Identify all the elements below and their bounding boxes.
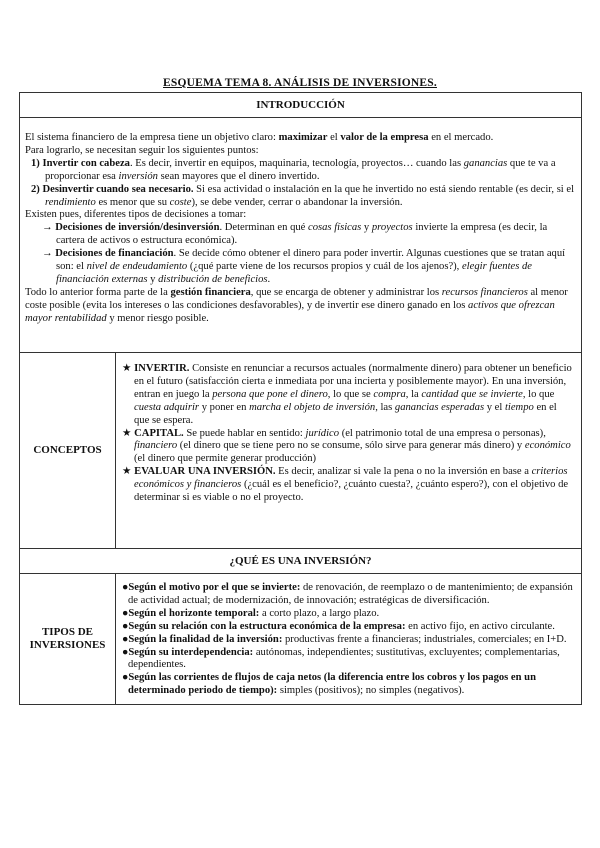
document-title: ESQUEMA TEMA 8. ANÁLISIS DE INVERSIONES. xyxy=(163,77,437,89)
text-run: el xyxy=(327,132,341,143)
text-run: invierte la empresa (es decir, la cartera de activos o estructura económica). xyxy=(56,222,548,247)
paragraph xyxy=(29,222,575,248)
text-run: marcha el objeto de inversión xyxy=(249,401,376,413)
text-run: (el patrimonio total de una empresa o personas), xyxy=(339,427,546,439)
text-run: ), se debe vender, cerrar o abandonar la inversión. xyxy=(191,196,403,208)
text-run: , lo que se xyxy=(327,388,374,400)
text-run: ● xyxy=(122,620,129,632)
text-run: gestión financiera xyxy=(170,286,251,298)
text-run: . Determinan en qué xyxy=(219,222,309,234)
text-run: coste xyxy=(169,196,192,208)
text-run: autónomas, independientes; sustitutivas, excluyentes; complementarias, dependientes. xyxy=(128,646,560,671)
text-run: cantidad que se invierte xyxy=(421,388,523,400)
text-run: ● xyxy=(122,607,129,619)
text-run: simples (positivos); no simples (negativos). xyxy=(277,685,465,697)
text-run: que te va a proporcionar esa xyxy=(45,157,556,182)
text-run: , lo que xyxy=(522,388,555,400)
text-run: INVERTIR. xyxy=(134,363,190,374)
text-run: Decisiones de financiación xyxy=(55,248,174,260)
tipos-label: TIPOS DE INVERSIONES xyxy=(20,574,116,705)
que-es-header: ¿QUÉ ES UNA INVERSIÓN? xyxy=(20,549,582,574)
paragraph xyxy=(122,582,573,608)
paragraph xyxy=(25,287,575,326)
text-run: en el que se espera. xyxy=(134,401,557,426)
text-run: 2) Desinvertir cuando sea necesario. xyxy=(31,183,194,195)
text-run: y xyxy=(361,222,372,234)
paragraph xyxy=(122,466,573,505)
text-run: rendimiento xyxy=(45,196,96,208)
text-run: ★ xyxy=(122,427,135,439)
text-run: → xyxy=(42,222,56,234)
text-run: → xyxy=(42,248,56,260)
paragraph xyxy=(25,132,575,145)
text-run: Consiste en renunciar a recursos actuales (normalmente dinero) para obtener un beneficio en el futuro (satisfacción cierta e inmediata por una incierta y posiblemente mayor). En una inversión, entran en juego la xyxy=(134,363,572,400)
text-run: al menor coste posible (evita los intereses o las condiciones desfavorables), y de invertir ese dinero ganado en los xyxy=(25,286,568,311)
text-run: productivas frente a financieras; industriales, comerciales; en I+D. xyxy=(282,633,567,645)
text-run: es menor que su xyxy=(95,196,170,208)
text-run: Si esa actividad o instalación en la que he invertido no está siendo rentable (es decir, si el xyxy=(193,183,575,195)
paragraph xyxy=(122,428,573,467)
text-run: y el xyxy=(484,401,505,413)
text-run: de renovación, de reemplazo o de mantenimiento; de expansión de actividad actual; de modernización, de innovación; estratégicas de diversificación. xyxy=(128,582,573,606)
text-run: , que se encarga de obtener y administrar los xyxy=(250,286,442,298)
text-run: en el mercado. xyxy=(428,132,494,143)
text-run: económico xyxy=(524,440,571,452)
text-run: . Se decide cómo obtener el dinero para poder invertir. Algunas cuestiones que se tratan aquí son: el xyxy=(56,248,566,273)
text-run: a corto plazo, a largo plazo. xyxy=(259,607,380,619)
scheme-table xyxy=(19,92,582,705)
text-run: Todo lo anterior forma parte de la xyxy=(25,286,171,298)
text-run: ● xyxy=(122,633,129,645)
text-run: Según la finalidad de la inversión: xyxy=(128,633,283,645)
text-run: persona que pone el dinero xyxy=(212,388,328,400)
text-run: Según su interdependencia: xyxy=(128,646,254,658)
text-run: cuesta adquirir xyxy=(134,401,200,413)
paragraph xyxy=(122,634,573,647)
text-run: ● xyxy=(122,672,129,684)
text-run: Según el motivo por el que se invierte: xyxy=(128,582,301,593)
text-run: criterios económicos y financieros xyxy=(134,466,568,491)
conceptos-content xyxy=(116,353,582,549)
text-run: proyectos xyxy=(371,222,413,234)
text-run: Se puede hablar en sentido: xyxy=(183,427,306,439)
text-run: (¿cuál es el beneficio?, ¿cuánto cuesta?, ¿cuánto espero?), con el objetivo de determinar si es viable o no el proyecto. xyxy=(134,479,569,504)
text-run: Según el horizonte temporal: xyxy=(128,607,260,619)
text-run: . xyxy=(267,273,271,285)
text-run: Para lograrlo, se necesitan seguir los siguientes puntos: xyxy=(25,144,259,156)
text-run: El sistema financiero de la empresa tiene un objetivo claro: xyxy=(25,132,279,143)
text-run: valor de la empresa xyxy=(340,132,429,143)
text-run: Según las corrientes de flujos de caja netos (la diferencia entre los cobros y los pagos en un determinado periodo de tiempo): xyxy=(128,672,536,697)
paragraph xyxy=(25,145,575,158)
text-run: , la xyxy=(405,388,422,400)
paragraph xyxy=(122,608,573,621)
text-run: jurídico xyxy=(305,427,340,439)
text-run: en activo fijo, en activo circulante. xyxy=(405,620,555,632)
text-run: ganancias esperadas xyxy=(394,401,485,413)
text-run: CAPITAL. xyxy=(134,427,184,439)
text-run: Decisiones de inversión/desinversión xyxy=(55,222,220,234)
paragraph xyxy=(122,363,573,428)
text-run: ● xyxy=(122,582,129,593)
text-run: maximizar xyxy=(278,132,328,143)
text-run: , las xyxy=(375,401,395,413)
paragraph xyxy=(122,621,573,634)
paragraph xyxy=(29,184,575,210)
text-run: cosas físicas xyxy=(308,222,362,234)
text-run: tiempo xyxy=(504,401,534,413)
paragraph xyxy=(122,672,573,698)
text-run: (¿qué parte viene de los recursos propios y cuál de los ajenos?), xyxy=(187,261,462,273)
text-run: activos que ofrezcan mayor rentabilidad xyxy=(25,299,555,324)
text-run: Según su relación con la estructura económica de la empresa: xyxy=(128,620,406,632)
text-run: distribución de beneficios xyxy=(158,273,268,285)
text-run: recursos financieros xyxy=(441,286,528,298)
paragraph xyxy=(29,158,575,184)
text-run: EVALUAR UNA INVERSIÓN. xyxy=(134,466,276,478)
text-run: ★ xyxy=(122,363,135,374)
text-run: (el dinero que se tiene pero no se consume, sólo sirve para generar más dinero) y xyxy=(177,440,525,452)
text-run: 1) Invertir con cabeza xyxy=(31,157,130,169)
text-run: nivel de endeudamiento xyxy=(86,261,188,273)
text-run: y xyxy=(147,273,159,285)
text-run: elegir fuentes de financiación externas xyxy=(56,261,532,285)
text-run: (el dinero que permite generar producción) xyxy=(134,453,317,465)
text-run: ganancias xyxy=(463,157,508,169)
intro-header: INTRODUCCIÓN xyxy=(20,93,582,118)
text-run: ● xyxy=(122,646,129,658)
text-run: Existen pues, diferentes tipos de decisiones a tomar: xyxy=(25,209,247,221)
text-run: Es decir, analizar si vale la pena o no la inversión en base a xyxy=(275,466,532,478)
text-run: sean mayores que el dinero invertido. xyxy=(157,170,320,182)
text-run: . Es decir, invertir en equipos, maquinaria, tecnología, proyectos… cuando las xyxy=(129,157,464,169)
tipos-content xyxy=(116,574,582,705)
paragraph xyxy=(25,209,575,222)
intro-content xyxy=(20,118,582,353)
text-run: financiero xyxy=(134,440,178,452)
text-run: compra xyxy=(373,388,406,400)
text-run: y poner en xyxy=(199,401,250,413)
text-run: inversión xyxy=(118,170,158,182)
text-run: y menor riesgo posible. xyxy=(106,312,209,324)
conceptos-label: CONCEPTOS xyxy=(20,353,116,549)
paragraph xyxy=(122,647,573,673)
text-run: ★ xyxy=(122,466,135,478)
paragraph xyxy=(29,248,575,287)
